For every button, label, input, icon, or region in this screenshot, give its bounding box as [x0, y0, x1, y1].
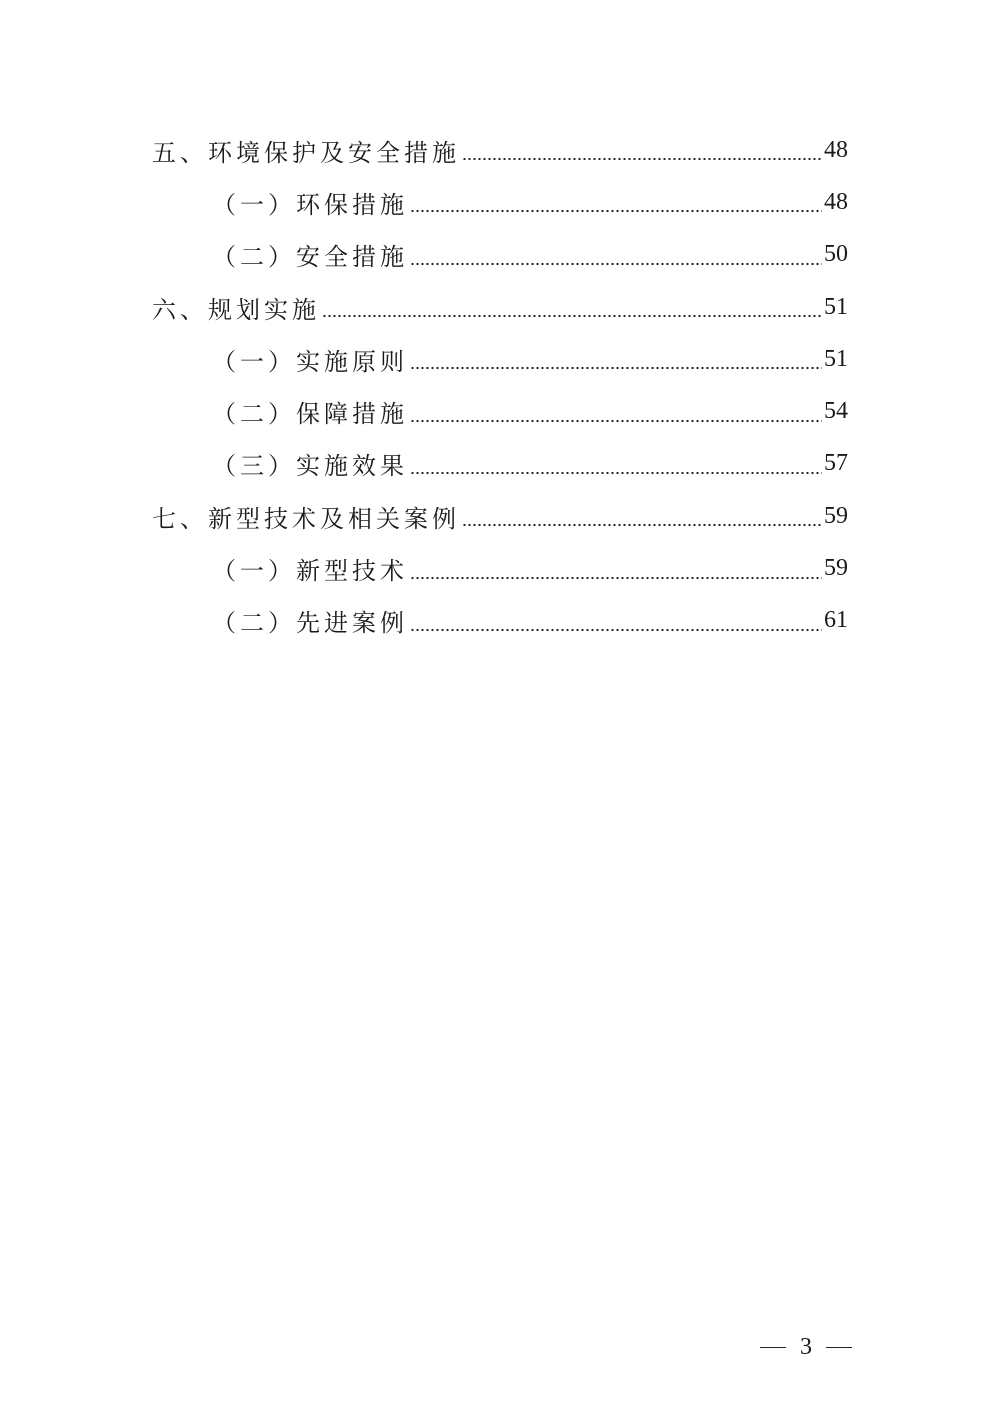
toc-entry[interactable] — [0, 595, 1000, 647]
toc-entry-page: 50 — [824, 241, 848, 268]
toc-entry-title: 五、环境保护及安全措施 — [152, 138, 460, 167]
toc-entry-title: （二）保障措施 — [212, 400, 408, 429]
toc-entry[interactable] — [0, 124, 1000, 176]
toc-entry-title: （二）安全措施 — [212, 243, 408, 272]
footer-dash-right — [826, 1347, 852, 1348]
toc-entry[interactable] — [0, 542, 1000, 594]
page-footer — [760, 1334, 852, 1361]
toc-entry-page: 59 — [824, 502, 848, 529]
toc-entry-title: （一）环保措施 — [212, 190, 408, 219]
toc-dot-leader — [410, 243, 822, 267]
toc-entry[interactable] — [0, 385, 1000, 437]
toc-dot-leader — [462, 138, 822, 162]
toc-entry-page: 48 — [824, 188, 848, 215]
toc-entry-title: （二）先进案例 — [212, 609, 408, 638]
toc-entry-page: 54 — [824, 398, 848, 425]
toc-entry-page: 48 — [824, 136, 848, 163]
toc-entry-page: 51 — [824, 293, 848, 320]
toc-dot-leader — [410, 400, 822, 424]
toc-entry-title: （三）实施效果 — [212, 452, 408, 481]
toc-entry-page: 61 — [824, 607, 848, 634]
toc-entry-title: （一）新型技术 — [212, 557, 408, 586]
toc-entry-title: （一）实施原则 — [212, 347, 408, 376]
toc-dot-leader — [410, 609, 822, 633]
footer-dash-left — [760, 1347, 786, 1348]
toc-entry[interactable] — [0, 333, 1000, 385]
toc-dot-leader — [410, 190, 822, 214]
table-of-contents — [0, 124, 1000, 647]
page-number: 3 — [800, 1334, 812, 1360]
toc-entry[interactable] — [0, 281, 1000, 333]
toc-dot-leader — [410, 557, 822, 581]
toc-entry-page: 51 — [824, 345, 848, 372]
toc-entry[interactable] — [0, 490, 1000, 542]
toc-entry[interactable] — [0, 176, 1000, 228]
toc-entry-title: 六、规划实施 — [152, 295, 320, 324]
toc-dot-leader — [410, 452, 822, 476]
toc-dot-leader — [322, 295, 822, 319]
toc-entry-page: 57 — [824, 450, 848, 477]
toc-entry[interactable] — [0, 438, 1000, 490]
toc-entry-title: 七、新型技术及相关案例 — [152, 504, 460, 533]
toc-entry[interactable] — [0, 229, 1000, 281]
toc-dot-leader — [462, 504, 822, 528]
toc-entry-page: 59 — [824, 555, 848, 582]
toc-dot-leader — [410, 347, 822, 371]
